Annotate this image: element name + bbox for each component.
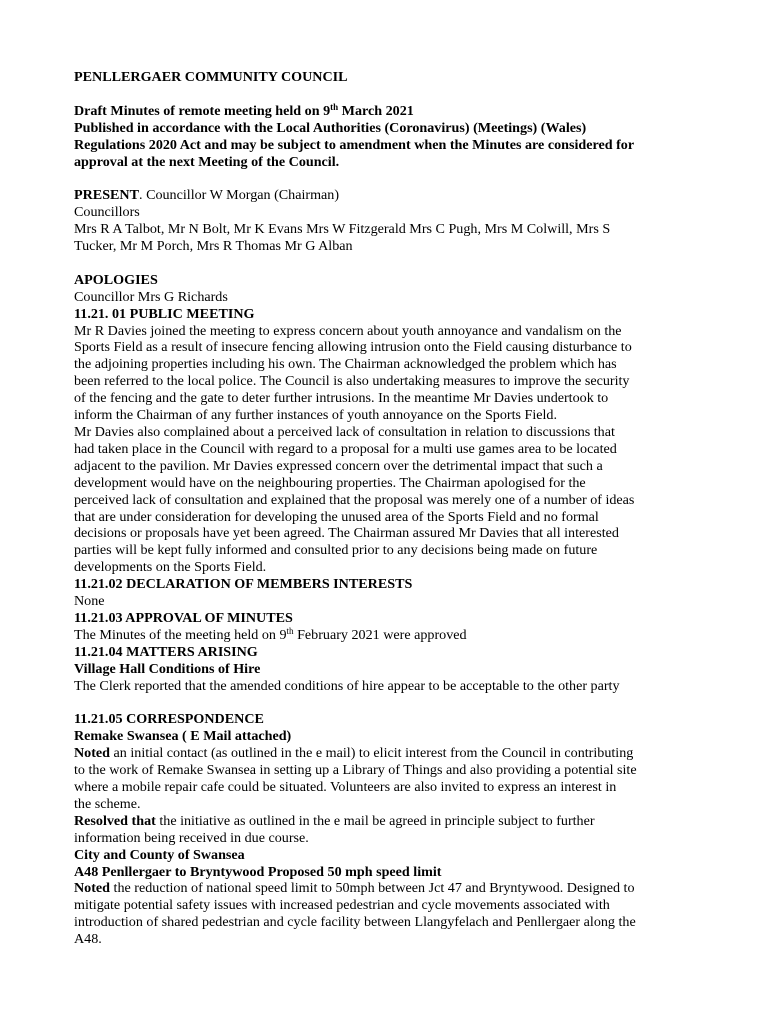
text-run: the initiative as outlined in the e mail be agreed in principle subject to further: [155, 812, 595, 829]
approval-section: [74, 610, 700, 644]
present-heading: PRESENT: [74, 187, 140, 204]
text-line: adjacent to the pavilion. Mr Davies expressed concern over the detrimental impact that such a: [74, 457, 603, 474]
text-line: A48.: [74, 931, 102, 948]
text-run: Remake Swansea ( E Mail attached): [74, 728, 292, 745]
text-run: A48 Penllergaer to Bryntywood Proposed 50 mph speed limit: [74, 863, 442, 880]
text-line: Mr R Davies joined the meeting to express concern about youth annoyance and vandalism on the: [74, 322, 622, 339]
text-line: [74, 576, 700, 593]
text-run: 11.21.05 CORRESPONDENCE: [74, 711, 264, 728]
text-run: Village Hall Conditions of Hire: [74, 660, 261, 677]
text-run: th: [330, 101, 339, 112]
text-line: [74, 745, 700, 762]
text-run: City and County of Swansea: [74, 846, 245, 863]
text-run: the reduction of national speed limit to 50mph between Jct 47 and Bryntywood. Designed to: [110, 880, 635, 897]
text-line: The Clerk reported that the amended conditions of hire appear to be acceptable to the other party: [74, 677, 620, 694]
minutes-body: [74, 69, 700, 948]
public-meeting-section: [74, 306, 700, 577]
text-run: th: [286, 625, 294, 636]
text-line: Sports Field as a result of insecure fencing allowing intrusion onto the Field causing disturbance to: [74, 339, 632, 356]
text-line: [74, 864, 700, 881]
text-run: approval at the next Meeting of the Council.: [74, 153, 340, 170]
text-line: Mr Davies also complained about a perceived lack of consultation in relation to discussions that: [74, 423, 615, 440]
text-run: APOLOGIES: [74, 271, 158, 288]
text-run: PENLLERGAER COMMUNITY COUNCIL: [74, 69, 348, 85]
text-line: information being received in due course.: [74, 829, 309, 846]
text-run: 11.21.03 APPROVAL OF MINUTES: [74, 609, 293, 626]
text-line: [74, 711, 700, 728]
text-line: [74, 728, 700, 745]
text-line: [74, 120, 700, 137]
text-line: [74, 154, 700, 171]
text-line: to the work of Remake Swansea in setting up a Library of Things and also providing a potential site: [74, 762, 637, 779]
apologies-section: [74, 272, 700, 306]
text-line: Tucker, Mr M Porch, Mrs R Thomas Mr G Alban: [74, 238, 353, 255]
text-run: 11.21. 01 PUBLIC MEETING: [74, 305, 255, 322]
declaration-section: [74, 576, 700, 610]
text-line: [74, 103, 700, 120]
correspondence-section: [74, 711, 700, 948]
text-line: of the fencing and the gate to deter further intrusions. In the meantime Mr Davies undertook to: [74, 390, 609, 407]
text-run: Noted: [74, 880, 111, 897]
text-run: 11.21.02 DECLARATION OF MEMBERS INTERESTS: [74, 576, 413, 593]
text-line: been referred to the local police. The Council is also undertaking measures to improve the security: [74, 373, 630, 390]
text-run: Regulations 2020 Act and may be subject to amendment when the Minutes are considered for: [74, 136, 635, 153]
text-line: [74, 272, 700, 289]
text-run: Draft Minutes of remote meeting held on 9: [74, 102, 331, 119]
text-line: that are under consideration for developing the unused area of the Sports Field and no formal: [74, 508, 599, 525]
text-line: developments on the Sports Field.: [74, 559, 267, 576]
text-line: the adjoining properties including his own. The Chairman acknowledged the problem which has: [74, 356, 617, 373]
draft-notice: [74, 103, 700, 171]
present-section: [74, 187, 700, 255]
text-line: perceived lack of consultation and explained that the proposal was merely one of a number of ideas: [74, 491, 635, 508]
text-run: an initial contact (as outlined in the e mail) to elicit interest from the Council in contributing: [110, 745, 634, 762]
text-line: [74, 627, 700, 644]
matters-arising-section: [74, 644, 700, 695]
text-line: Mrs R A Talbot, Mr N Bolt, Mr K Evans Mrs W Fitzgerald Mrs C Pugh, Mrs M Colwill, Mrs S: [74, 221, 611, 238]
text-run: The Minutes of the meeting held on 9: [74, 626, 287, 643]
text-line: the scheme.: [74, 795, 141, 812]
text-run: March 2021: [338, 102, 414, 119]
text-line: mitigate potential safety issues with increased pedestrian and cycle movements associated with: [74, 897, 610, 914]
text-run: [74, 103, 414, 119]
text-line: Councillors: [74, 204, 140, 221]
text-line: had taken place in the Council with regard to a proposal for a multi use games area to be located: [74, 440, 617, 457]
text-line: parties will be kept fully informed and consulted prior to any decisions being made on future: [74, 542, 598, 559]
text-run: February 2021 were approved: [293, 626, 467, 643]
text-line: [74, 813, 700, 830]
text-line: development would have on the neighbouring properties. The Chairman apologised for the: [74, 474, 586, 491]
text-run: 11.21.04 MATTERS ARISING: [74, 643, 258, 660]
text-line: [74, 661, 700, 678]
text-line: decisions or proposals have yet been agreed. The Chairman assured Mr Davies that all interested: [74, 525, 619, 542]
text-run: Noted: [74, 745, 111, 762]
text-line: introduction of shared pedestrian and cycle facility between Llangyfelach and Penllergaer along the: [74, 914, 636, 931]
text-line: [74, 610, 700, 627]
text-run: Published in accordance with the Local Authorities (Coronavirus) (Meetings) (Wales): [74, 119, 587, 136]
text-line: Councillor Mrs G Richards: [74, 288, 228, 305]
text-run: . Councillor W Morgan (Chairman): [139, 187, 340, 204]
text-line: [74, 847, 700, 864]
text-line: inform the Chairman of any further instances of youth annoyance on the Sports Field.: [74, 407, 557, 424]
text-line: [74, 187, 700, 204]
text-line: [74, 644, 700, 661]
text-line: where a mobile repair cafe could be situated. Volunteers are also invited to express an interest in: [74, 779, 617, 795]
text-line: None: [74, 593, 105, 610]
text-line: [74, 306, 700, 323]
text-line: [74, 137, 700, 154]
council-title: [74, 69, 700, 86]
text-line: [74, 880, 700, 897]
text-run: Resolved that: [74, 812, 156, 829]
